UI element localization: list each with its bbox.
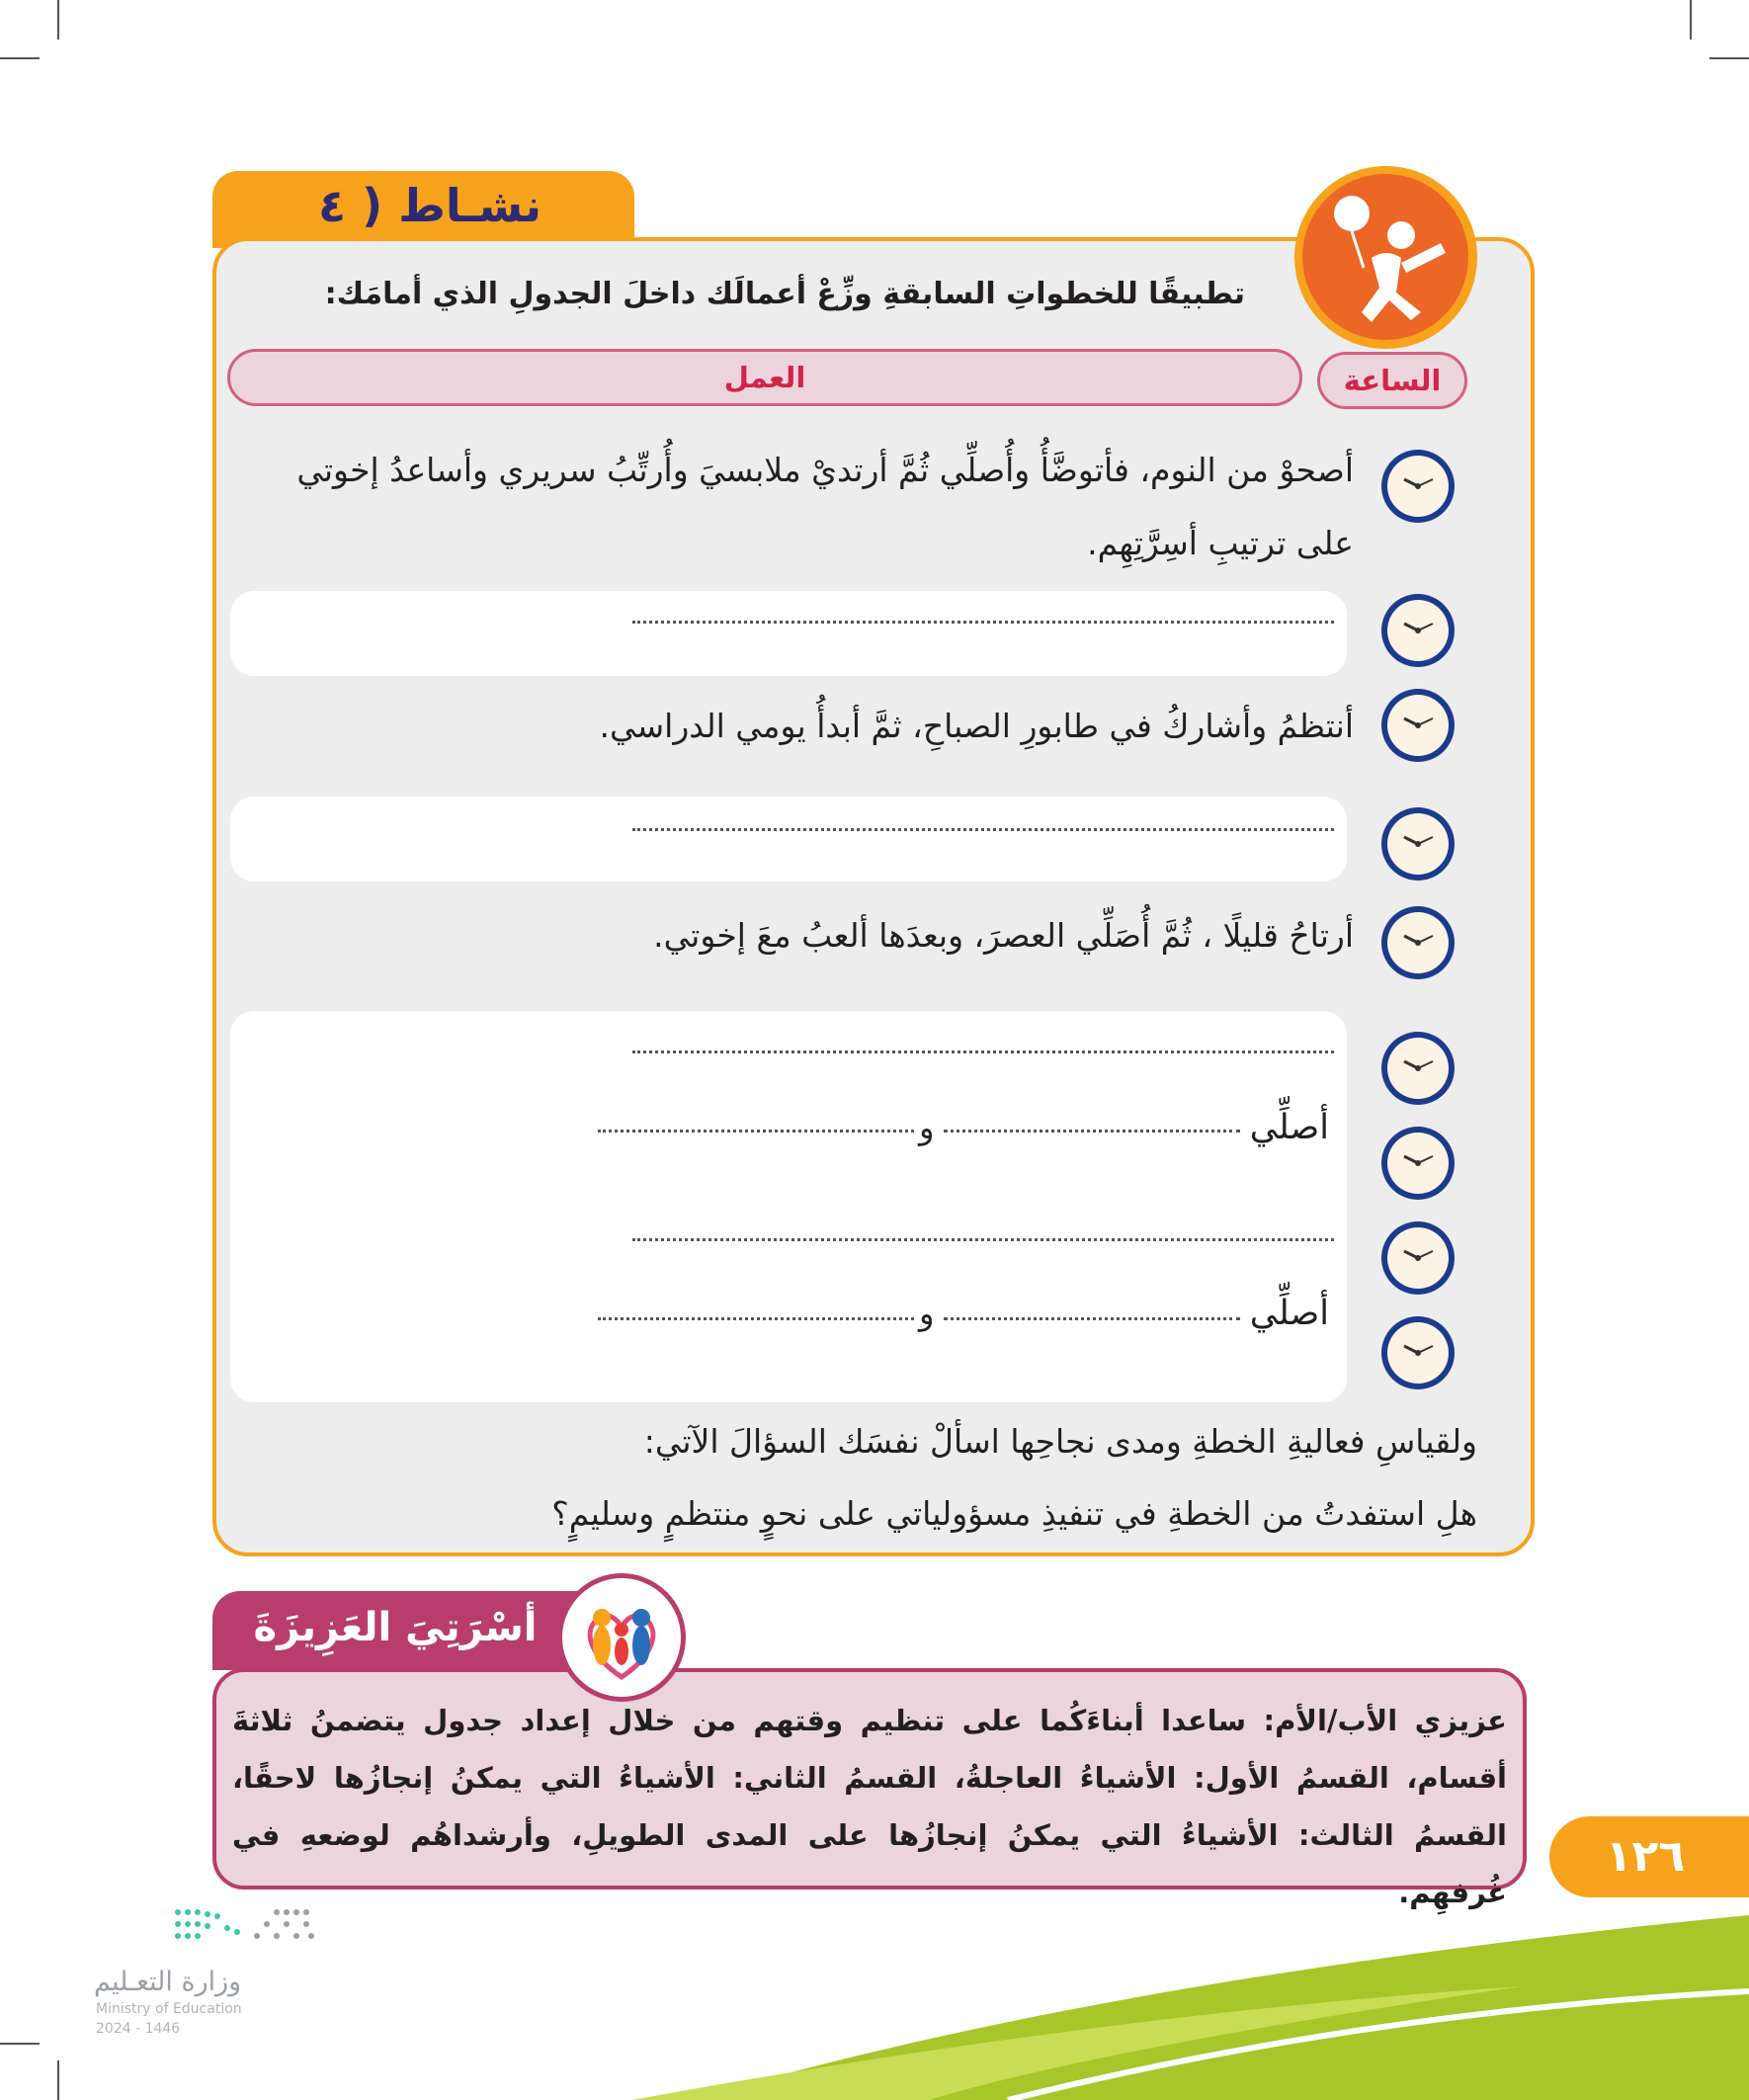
ministry-name-ar: وزارة التعـليم — [94, 1967, 242, 1997]
dotted-line — [632, 621, 1334, 624]
dotted-line — [632, 828, 1334, 831]
header-time-pill: الساعة — [1317, 352, 1467, 409]
write-box[interactable] — [230, 797, 1347, 882]
measure-text: ولقياسِ فعاليةِ الخطةِ ومدى نجاحِها اسألْ نفسَك السؤالَ الآتي: — [643, 1422, 1477, 1461]
write-box[interactable] — [230, 591, 1347, 676]
clock-icon — [1381, 1032, 1455, 1105]
clock-icon — [1381, 450, 1455, 523]
schedule-row-text: على ترتيبِ أسِرَّتِهِم. — [1087, 524, 1354, 562]
crop-mark — [0, 57, 40, 59]
crop-mark — [1690, 0, 1692, 40]
activity-instruction: تطبيقًا للخطواتِ السابقةِ وزِّعْ أعمالَك داخلَ الجدولِ الذي أمامَك: — [324, 277, 1245, 311]
dotted-line — [944, 1130, 1240, 1133]
family-text: عزيزي الأب/الأم: ساعدا أبناءَكُما على تنظيم وقتهم من خلال إعداد جدول يتضمنُ ثلاثةَ أقسام، القسمُ الأول: الأشياءُ العاجلةُ، القسمُ الثاني: الأشياءُ التي يمكنُ إنجازُها لاحقًا، القسمُ الثالث: الأشياءُ التي يمكنُ إنجازُها على المدى الطويلِ، وأرشداهُم لوضعهِ في غُرفهِم. — [232, 1704, 1507, 1909]
header-work-pill: العمل — [227, 349, 1302, 406]
ministry-year: 2024 - 1446 — [96, 2021, 181, 2037]
family-icon — [562, 1578, 681, 1697]
ministry-name-en: Ministry of Education — [96, 2001, 242, 2017]
ministry-logo-icon — [168, 1902, 326, 1957]
crop-mark — [0, 2043, 40, 2045]
dotted-line — [598, 1317, 914, 1320]
clock-icon — [1381, 1221, 1455, 1295]
crop-mark — [1709, 57, 1749, 59]
green-swoosh-decoration — [632, 1897, 1749, 2100]
and-label: و — [919, 1295, 935, 1332]
crop-mark — [57, 2060, 59, 2100]
dotted-line — [598, 1130, 914, 1133]
family-title: أسْرَتِيَ العَزِيزَةَ — [253, 1605, 538, 1650]
dotted-line — [632, 1238, 1334, 1241]
schedule-row-text: أصحوْ من النوم، فأتوضَّأُ وأُصلِّي ثُمَّ أرتديْ ملابسيَ وأُرتِّبُ سريري وأساعدُ إخوتي — [296, 451, 1354, 489]
schedule-row-text: أرتاحُ قليلًا ، ثُمَّ أُصَلِّي العصرَ، وبعدَها ألعبُ معَ إخوتي. — [653, 916, 1354, 955]
clock-icon — [1381, 1127, 1455, 1200]
dotted-line — [632, 1050, 1334, 1053]
clock-icon — [1381, 1316, 1455, 1389]
dotted-line — [944, 1317, 1240, 1320]
activity-badge-inner — [1302, 174, 1468, 340]
question-text: هلِ استفدتُ من الخطةِ في تنفيذِ مسؤولياتي على نحوٍ منتظمٍ وسليمٍ؟ — [551, 1494, 1477, 1533]
pray-label: أصلِّي — [1249, 1108, 1329, 1147]
crop-mark — [57, 0, 59, 40]
clock-icon — [1381, 807, 1455, 881]
pray-label: أصلِّي — [1249, 1294, 1329, 1333]
family-logo — [557, 1573, 686, 1702]
clock-icon — [1381, 906, 1455, 979]
write-box[interactable] — [230, 1011, 1347, 1402]
page-number: ١٢٦ — [1605, 1831, 1686, 1882]
activity-title: نشـاط ( ٤ — [318, 179, 541, 232]
clock-icon — [1381, 689, 1455, 762]
clock-icon — [1381, 594, 1455, 667]
schedule-row-text: أنتظمُ وأشاركُ في طابورِ الصباحِ، ثمَّ أبدأُ يومي الدراسي. — [599, 707, 1354, 745]
child-balloon-icon — [1302, 174, 1468, 340]
and-label: و — [919, 1109, 935, 1146]
